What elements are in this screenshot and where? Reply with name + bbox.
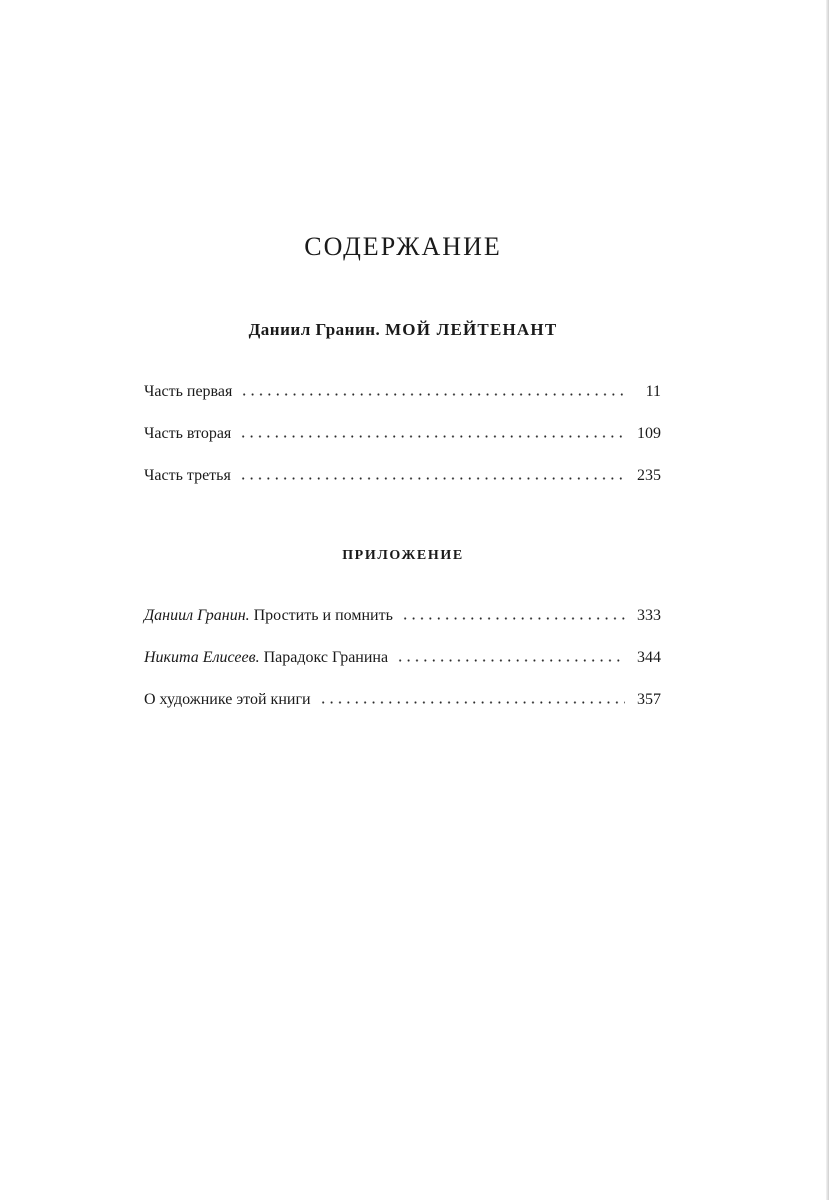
toc-entry-author: Даниил Гранин. [144,607,250,624]
toc-title: СОДЕРЖАНИЕ [304,232,502,261]
main-section-heading [0,320,806,340]
dot-leader [396,648,625,662]
toc-entry-title: Часть первая [144,383,233,400]
toc-entry-page: 333 [637,607,661,624]
dot-leader [240,382,625,396]
toc-entry-part-3[interactable] [144,466,661,488]
dot-leader [319,690,625,704]
toc-entry-page: 11 [645,383,661,400]
dot-leader [401,606,625,620]
parts-list [144,382,661,508]
toc-entry-page: 109 [637,425,661,442]
toc-entry-page: 357 [637,691,661,708]
toc-entry-author: Никита Елисеев. [144,649,260,666]
toc-entry-title: Часть третья [144,467,231,484]
toc-entry-work: Простить и помнить [253,607,393,624]
toc-entry-part-2[interactable] [144,424,661,446]
toc-entry-title [144,649,396,667]
toc-entry-work: Парадокс Гранина [263,649,389,666]
dot-leader [239,424,625,438]
appendix-list [144,606,661,732]
toc-entry-page: 235 [637,467,661,484]
dot-leader [239,466,625,480]
toc-entry-title: Часть вторая [144,425,232,442]
toc-entry-page: 344 [637,649,661,666]
toc-entry-appendix-2[interactable] [144,648,661,670]
toc-entry-appendix-3[interactable] [144,690,661,712]
main-section-work: МОЙ ЛЕЙТЕНАНТ [385,320,558,339]
toc-entry-title: О художнике этой книги [144,691,311,708]
appendix-heading: ПРИЛОЖЕНИЕ [342,548,464,563]
toc-entry-part-1[interactable] [144,382,661,404]
toc-entry-appendix-1[interactable] [144,606,661,628]
toc-entry-title [144,607,401,625]
main-section-author: Даниил Гранин. [248,320,381,339]
